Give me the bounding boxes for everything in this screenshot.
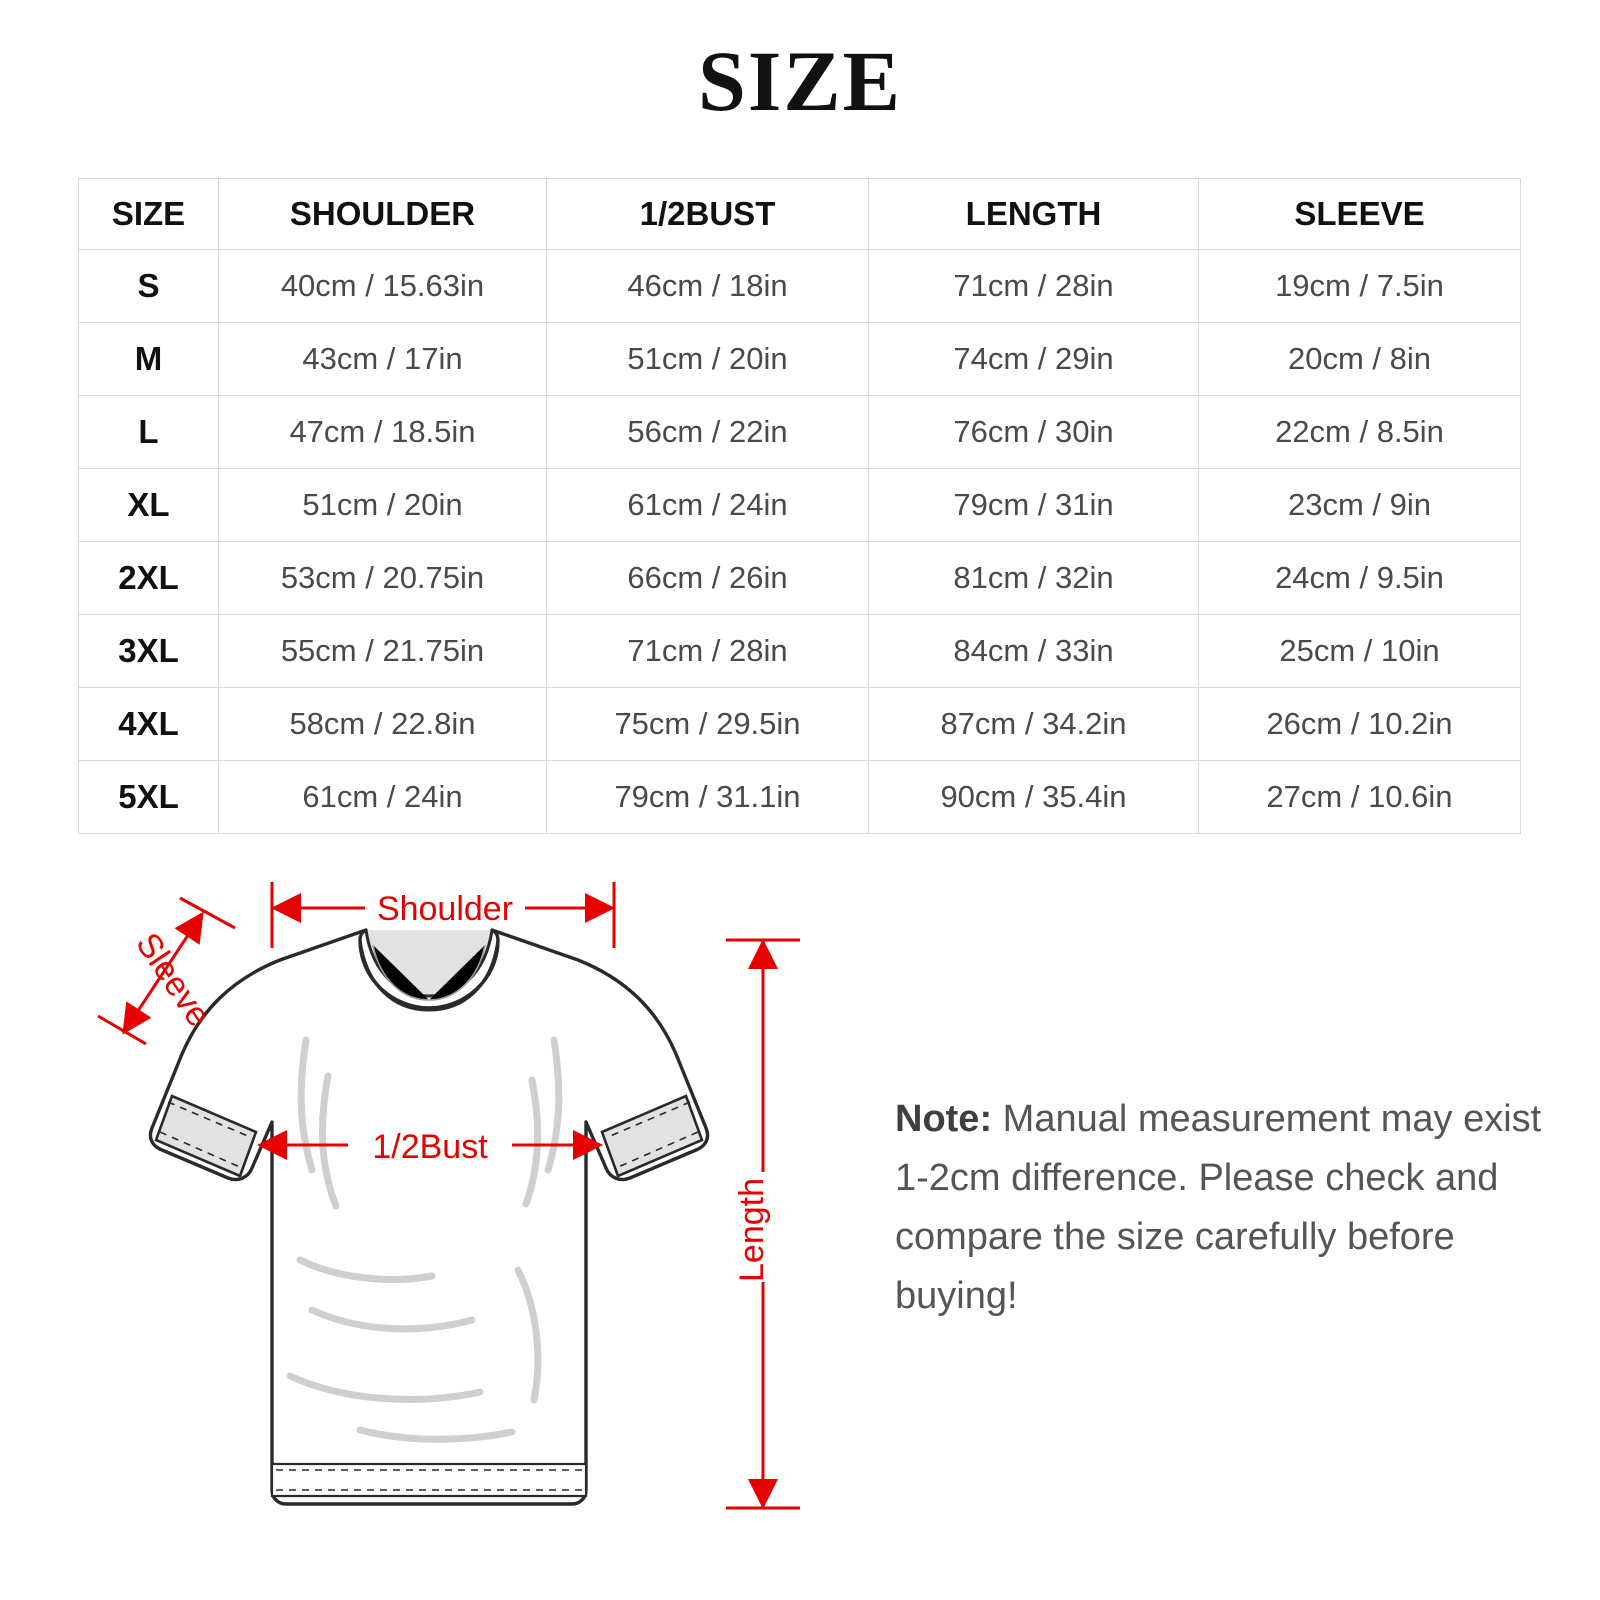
column-header-size: SIZE (79, 179, 219, 250)
column-header-length: LENGTH (869, 179, 1199, 250)
cell-length: 76cm / 30in (869, 396, 1199, 469)
table-row (79, 688, 1521, 761)
measurement-diagram (60, 840, 880, 1580)
cell-sleeve: 26cm / 10.2in (1199, 688, 1521, 761)
tshirt-illustration (150, 930, 707, 1504)
note-block (895, 1090, 1555, 1326)
cell-length: 74cm / 29in (869, 323, 1199, 396)
cell-length: 90cm / 35.4in (869, 761, 1199, 834)
cell-sleeve: 19cm / 7.5in (1199, 250, 1521, 323)
cell-size: 2XL (79, 542, 219, 615)
cell-size: 4XL (79, 688, 219, 761)
cell-shoulder: 53cm / 20.75in (219, 542, 547, 615)
cell-halfbust: 51cm / 20in (547, 323, 869, 396)
table-header-row (79, 179, 1521, 250)
cell-shoulder: 61cm / 24in (219, 761, 547, 834)
cell-size: XL (79, 469, 219, 542)
cell-size: 3XL (79, 615, 219, 688)
table-row (79, 250, 1521, 323)
cell-sleeve: 27cm / 10.6in (1199, 761, 1521, 834)
table-row (79, 469, 1521, 542)
cell-sleeve: 23cm / 9in (1199, 469, 1521, 542)
note-label: Note: (895, 1098, 993, 1140)
cell-shoulder: 47cm / 18.5in (219, 396, 547, 469)
cell-shoulder: 55cm / 21.75in (219, 615, 547, 688)
cell-shoulder: 40cm / 15.63in (219, 250, 547, 323)
cell-shoulder: 58cm / 22.8in (219, 688, 547, 761)
cell-sleeve: 22cm / 8.5in (1199, 396, 1521, 469)
column-header-shoulder: SHOULDER (219, 179, 547, 250)
cell-halfbust: 75cm / 29.5in (547, 688, 869, 761)
cell-size: L (79, 396, 219, 469)
cell-shoulder: 51cm / 20in (219, 469, 547, 542)
cell-shoulder: 43cm / 17in (219, 323, 547, 396)
table-row (79, 615, 1521, 688)
page-title: SIZE (697, 33, 903, 129)
table-row (79, 323, 1521, 396)
cell-length: 84cm / 33in (869, 615, 1199, 688)
cell-halfbust: 66cm / 26in (547, 542, 869, 615)
cell-size: S (79, 250, 219, 323)
label-shoulder: Shoulder (376, 890, 514, 928)
cell-halfbust: 56cm / 22in (547, 396, 869, 469)
cell-length: 79cm / 31in (869, 469, 1199, 542)
table-row (79, 396, 1521, 469)
column-header-halfbust: 1/2BUST (547, 179, 869, 250)
cell-length: 81cm / 32in (869, 542, 1199, 615)
cell-halfbust: 71cm / 28in (547, 615, 869, 688)
cell-halfbust: 61cm / 24in (547, 469, 869, 542)
label-halfbust: 1/2Bust (372, 1128, 488, 1166)
note-text: Manual measurement may exist 1-2cm difference. Please check and compare the size carefully before buying! (895, 1098, 1542, 1317)
cell-halfbust: 46cm / 18in (547, 250, 869, 323)
table-row (79, 542, 1521, 615)
length-measure (720, 940, 808, 1508)
label-length: Length (733, 1178, 771, 1282)
cell-length: 87cm / 34.2in (869, 688, 1199, 761)
cell-length: 71cm / 28in (869, 250, 1199, 323)
table-row (79, 761, 1521, 834)
cell-sleeve: 25cm / 10in (1199, 615, 1521, 688)
cell-size: M (79, 323, 219, 396)
cell-halfbust: 79cm / 31.1in (547, 761, 869, 834)
column-header-sleeve: SLEEVE (1199, 179, 1521, 250)
size-chart-table (78, 178, 1521, 834)
cell-size: 5XL (79, 761, 219, 834)
cell-sleeve: 20cm / 8in (1199, 323, 1521, 396)
cell-sleeve: 24cm / 9.5in (1199, 542, 1521, 615)
label-sleeve: Sleeve (128, 926, 218, 1034)
